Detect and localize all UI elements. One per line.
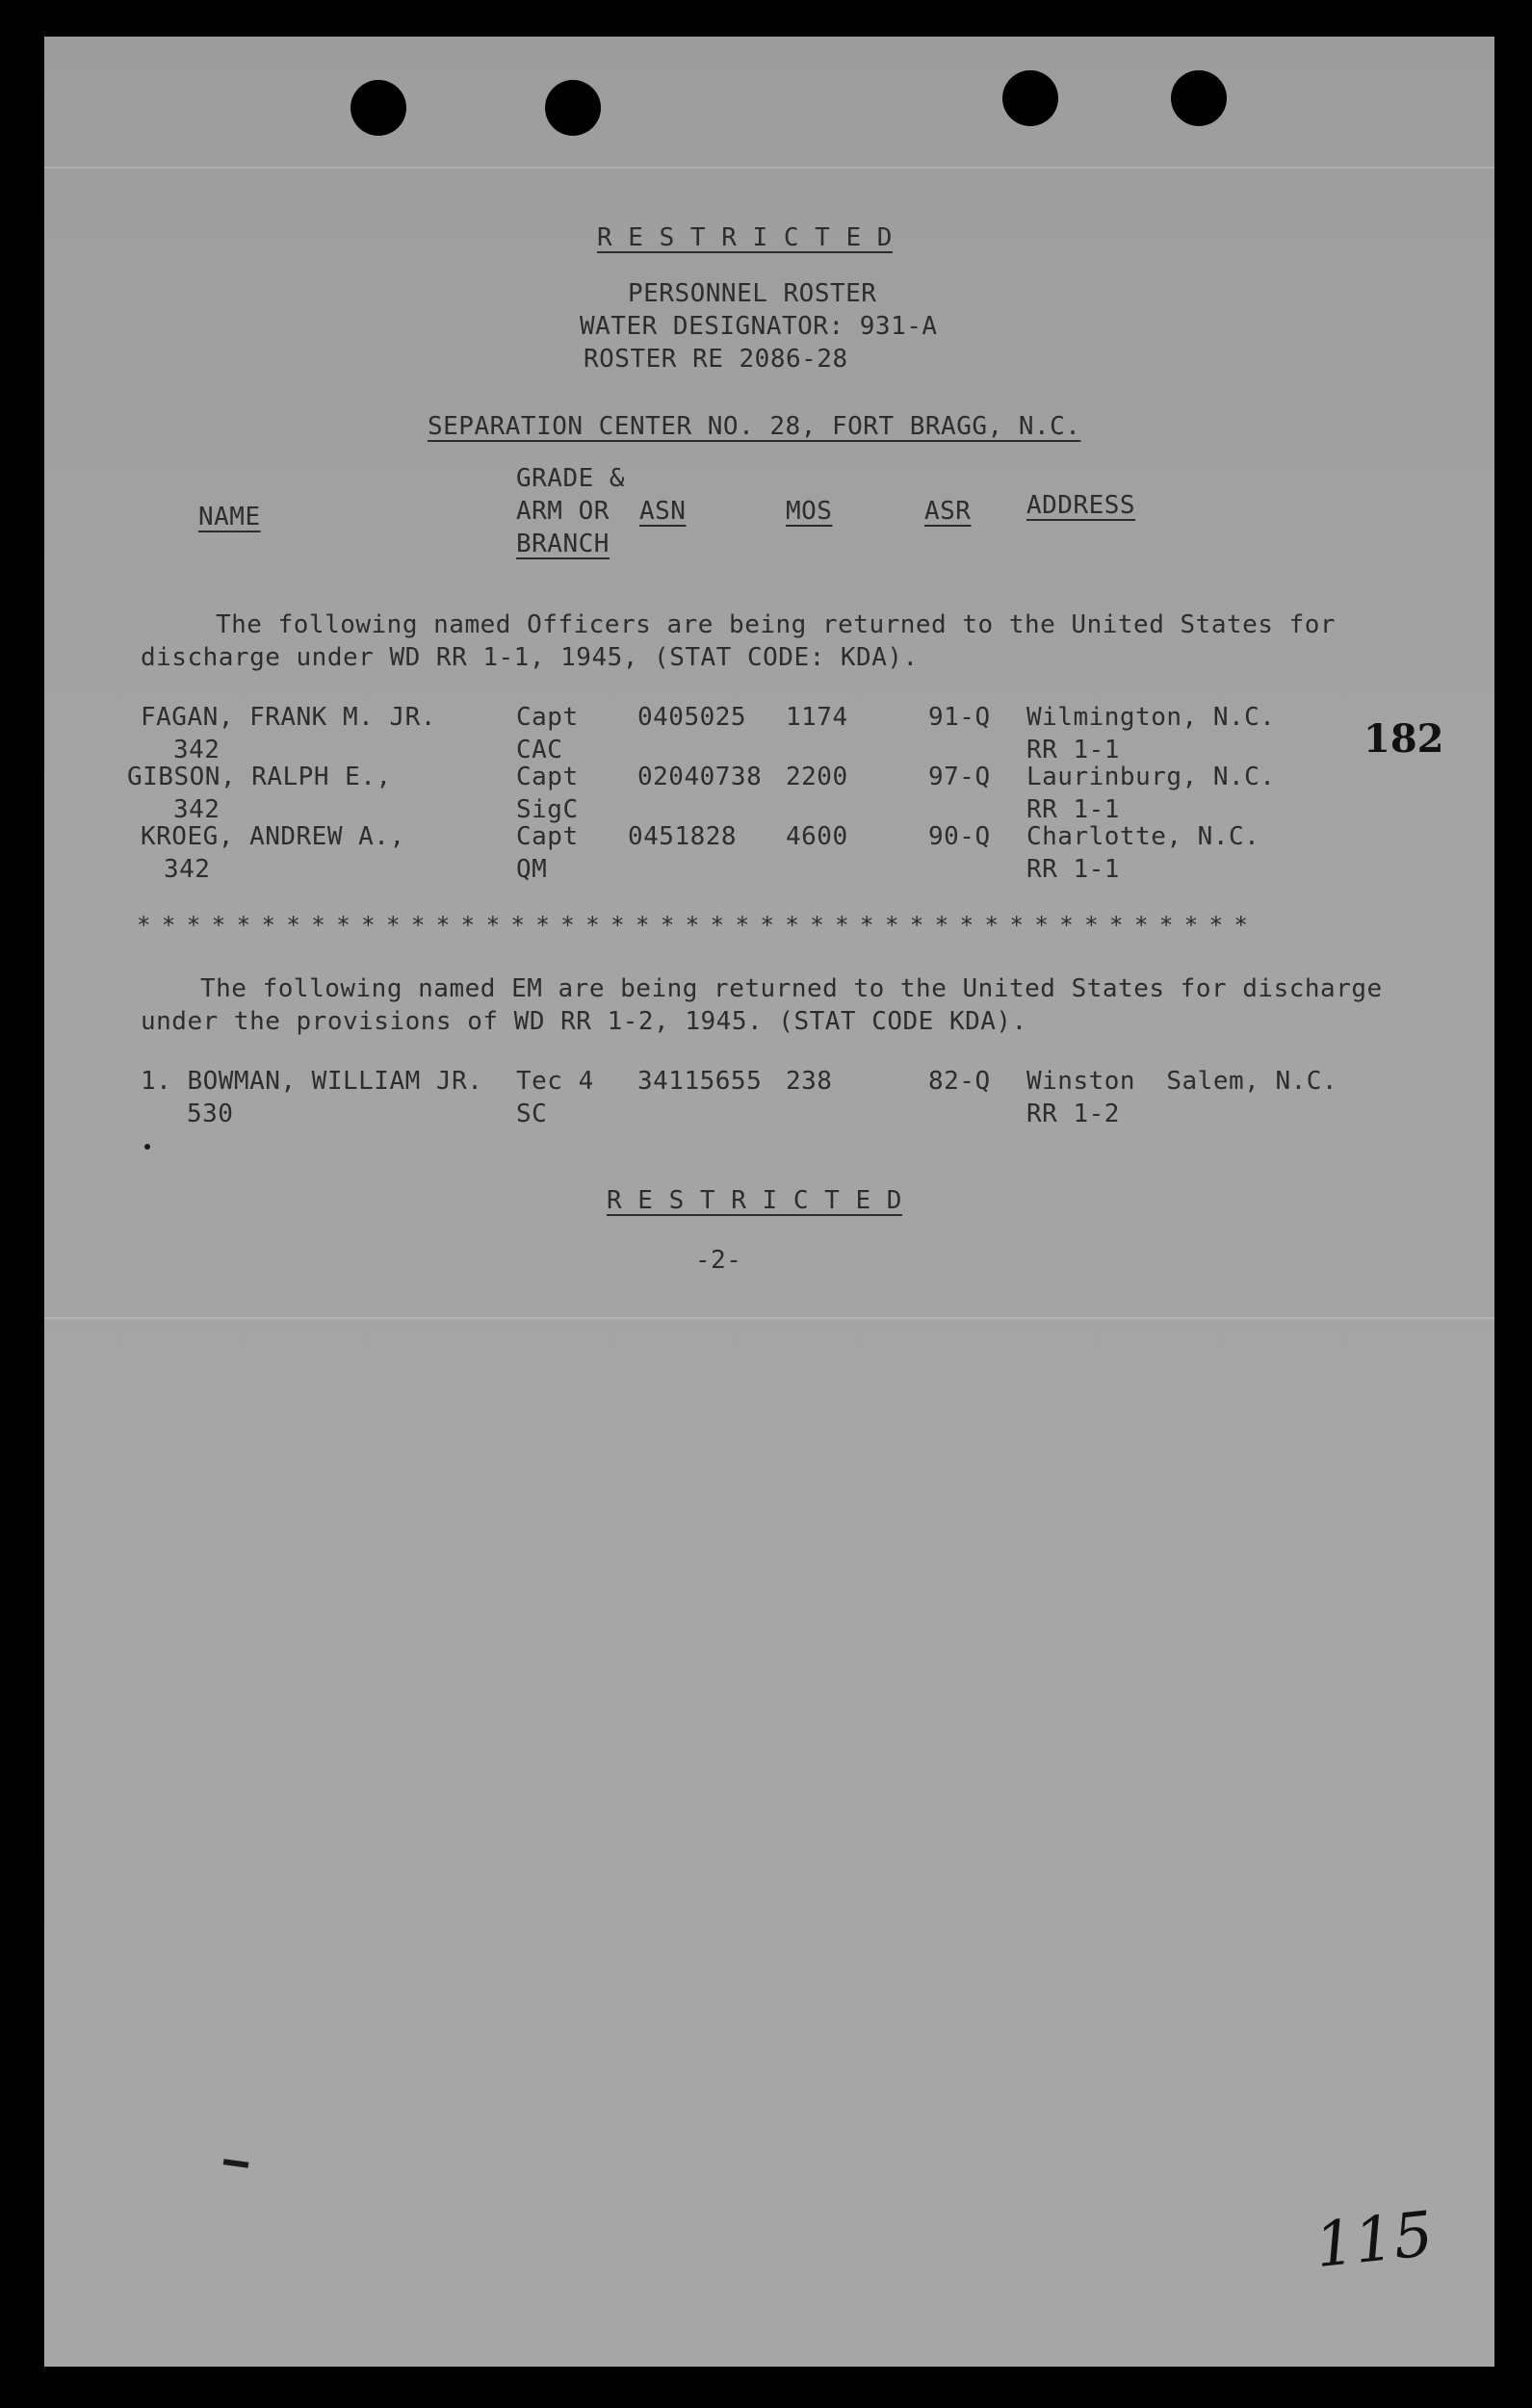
column-grade-3: BRANCH (516, 530, 610, 558)
document-page (44, 37, 1494, 2367)
stray-dot (144, 1144, 150, 1150)
officer-address: Wilmington, N.C. (1026, 703, 1276, 732)
punch-hole (1002, 70, 1058, 126)
em-intro-line-2: under the provisions of WD RR 1-2, 1945. (STAT CODE KDA). (141, 1007, 1027, 1036)
column-address: ADDRESS (1026, 491, 1136, 520)
officer-name: KROEG, ANDREW A., (141, 822, 405, 851)
officer-mos: 2200 (786, 763, 848, 791)
separation-center: SEPARATION CENTER NO. 28, FORT BRAGG, N.C. (428, 412, 1081, 441)
classification-header: R E S T R I C T E D (597, 223, 893, 252)
column-mos: MOS (786, 497, 833, 526)
enlisted-asr: 82-Q (928, 1067, 991, 1096)
officer-asr: 91-Q (928, 703, 991, 732)
officer-asn: 0451828 (628, 822, 738, 851)
officer-address: Laurinburg, N.C. (1026, 763, 1276, 791)
officer-rr: RR 1-1 (1026, 736, 1120, 764)
officer-grade: Capt (516, 763, 579, 791)
enlisted-grade: Tec 4 (516, 1067, 594, 1096)
water-designator: WATER DESIGNATOR: 931-A (580, 312, 938, 341)
column-asn: ASN (639, 497, 687, 526)
asterisk-separator: * * * * * * * * * * * * * * * * * * * * * * * * * * * * * * * * * * * * * * * * * * * * * (137, 912, 1247, 939)
officer-branch: CAC (516, 736, 563, 764)
officer-asn: 02040738 (637, 763, 763, 791)
officer-code: 342 (173, 795, 221, 824)
punch-hole (1171, 70, 1227, 126)
handwritten-number: 115 (1311, 2198, 1437, 2283)
officer-asr: 97-Q (928, 763, 991, 791)
column-grade-2: ARM OR (516, 497, 610, 526)
officer-name: FAGAN, FRANK M. JR. (141, 703, 436, 732)
punch-hole (351, 80, 406, 136)
officer-code: 342 (173, 736, 221, 764)
enlisted-rr: RR 1-2 (1026, 1100, 1120, 1128)
officer-code: 342 (164, 855, 211, 884)
enlisted-code: 530 (187, 1100, 234, 1128)
column-asr: ASR (924, 497, 972, 526)
officer-branch: QM (516, 855, 548, 884)
enlisted-name: 1. BOWMAN, WILLIAM JR. (141, 1067, 483, 1096)
roster-title: PERSONNEL ROSTER (628, 279, 877, 308)
officers-intro-line-2: discharge under WD RR 1-1, 1945, (STAT CODE: KDA). (141, 643, 919, 672)
column-name: NAME (198, 503, 261, 531)
column-grade-1: GRADE & (516, 464, 626, 493)
enlisted-address: Winston Salem, N.C. (1026, 1067, 1338, 1096)
enlisted-mos: 238 (786, 1067, 833, 1096)
officer-grade: Capt (516, 703, 579, 732)
officer-name: GIBSON, RALPH E., (127, 763, 392, 791)
officer-rr: RR 1-1 (1026, 795, 1120, 824)
page-number: -2- (695, 1246, 742, 1275)
ink-mark (223, 2159, 249, 2168)
officer-asr: 90-Q (928, 822, 991, 851)
roster-number: ROSTER RE 2086-28 (584, 345, 848, 374)
officer-address: Charlotte, N.C. (1026, 822, 1260, 851)
officer-rr: RR 1-1 (1026, 855, 1120, 884)
em-intro-line-1: The following named EM are being returned to the United States for discharge (200, 974, 1383, 1003)
stamp-number: 182 (1363, 716, 1444, 762)
punch-hole (545, 80, 601, 136)
officer-mos: 1174 (786, 703, 848, 732)
enlisted-branch: SC (516, 1100, 548, 1128)
classification-footer: R E S T R I C T E D (607, 1186, 902, 1215)
officer-asn: 0405025 (637, 703, 747, 732)
officers-intro-line-1: The following named Officers are being returned to the United States for (216, 610, 1337, 639)
enlisted-asn: 34115655 (637, 1067, 763, 1096)
officer-grade: Capt (516, 822, 579, 851)
officer-mos: 4600 (786, 822, 848, 851)
officer-branch: SigC (516, 795, 579, 824)
